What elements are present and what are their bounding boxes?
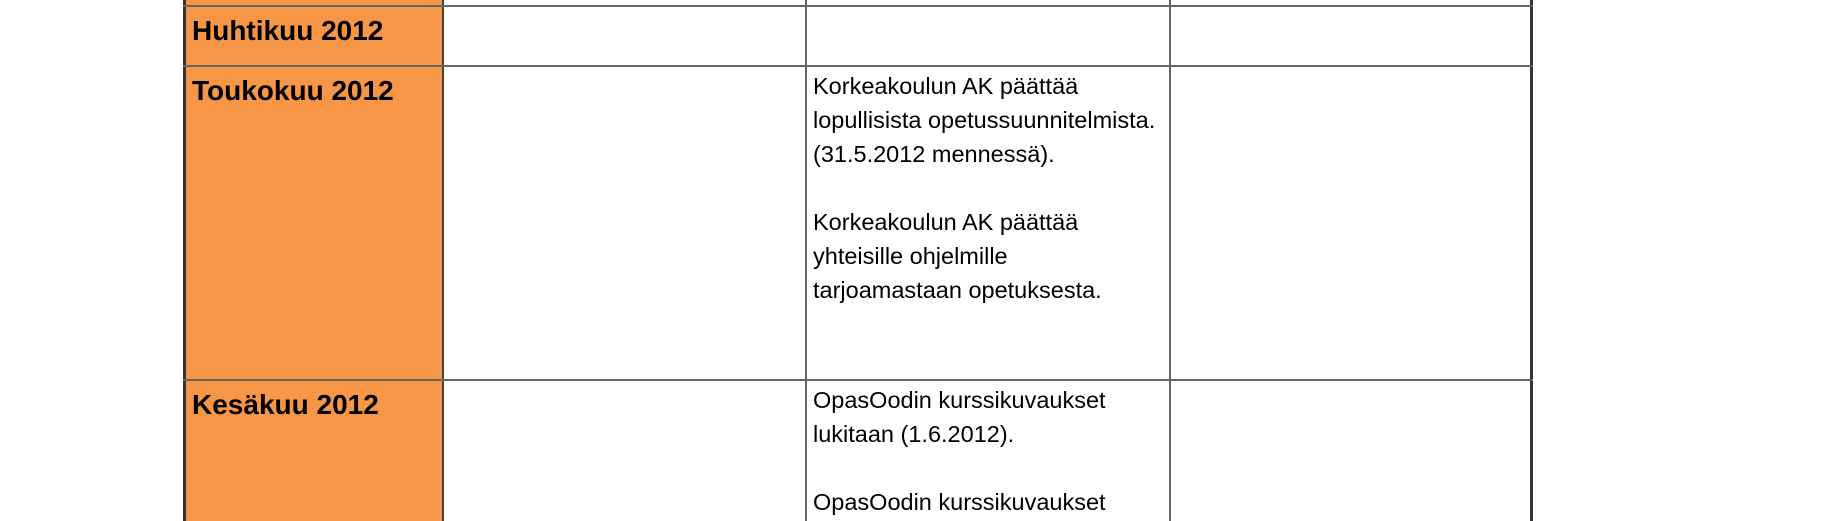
month-cell: Huhtikuu 2012 xyxy=(183,7,444,65)
empty-cell xyxy=(444,67,807,379)
empty-cell xyxy=(1171,0,1533,5)
empty-cell xyxy=(444,7,807,65)
description-cell xyxy=(807,7,1171,65)
description-paragraph: Korkeakoulun AK päättää yhteisille ohjelmille tarjoamastaan opetuksesta. xyxy=(813,209,1102,303)
table-row xyxy=(183,5,1533,65)
description-paragraph: Korkeakoulun AK päättää lopullisista opetussuunnitelmista. (31.5.2012 mennessä). xyxy=(813,73,1156,167)
description-paragraph: OpasOodin kurssikuvaukset lukitaan (1.6.2012). xyxy=(813,387,1106,447)
description-cell xyxy=(807,381,1171,521)
month-cell: Toukokuu 2012 xyxy=(183,67,444,379)
empty-cell xyxy=(1171,67,1533,379)
empty-cell xyxy=(1171,381,1533,521)
schedule-table xyxy=(183,0,1533,521)
description-paragraph: OpasOodin kurssikuvaukset xyxy=(813,489,1106,515)
month-cell: Kesäkuu 2012 xyxy=(183,381,444,521)
table-row xyxy=(183,379,1533,521)
description-cell xyxy=(807,67,1171,379)
table-row xyxy=(183,0,1533,5)
empty-cell xyxy=(1171,7,1533,65)
description-cell xyxy=(807,0,1171,5)
table-row xyxy=(183,65,1533,379)
empty-cell xyxy=(444,0,807,5)
month-cell xyxy=(183,0,444,5)
empty-cell xyxy=(444,381,807,521)
